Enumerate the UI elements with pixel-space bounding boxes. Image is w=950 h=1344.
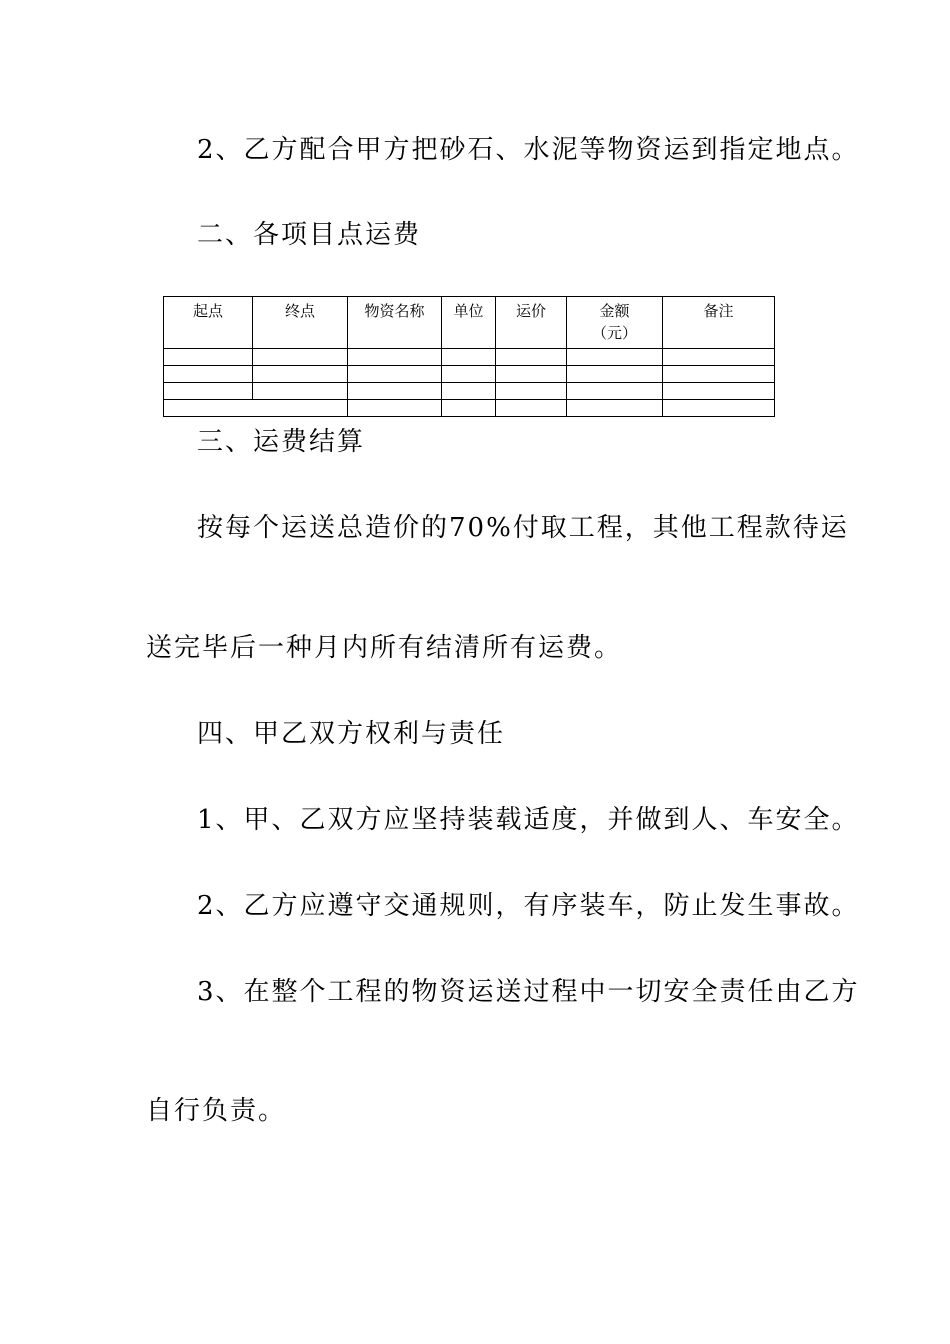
table-row	[164, 349, 775, 366]
header-remarks: 备注	[663, 297, 775, 349]
section-heading-4: 四、甲乙双方权利与责任	[197, 719, 506, 749]
clause-4-2: 2、乙方应遵守交通规则，有序装车，防止发生事故。	[197, 891, 860, 921]
table-row	[164, 383, 775, 400]
header-amount-label: 金额	[599, 302, 630, 320]
header-material: 物资名称	[348, 297, 442, 349]
clause-4-3-line-1: 3、在整个工程的物资运送过程中一切安全责任由乙方	[197, 977, 860, 1007]
clause-4-1: 1、甲、乙双方应坚持装载适度，并做到人、车安全。	[197, 805, 860, 835]
header-amount-unit: （元）	[591, 324, 637, 342]
clause-4-3-line-2: 自行负责。	[146, 1096, 287, 1126]
section-heading-2: 二、各项目点运费	[197, 220, 422, 250]
table-row	[164, 366, 775, 383]
section-heading-3: 三、运费结算	[197, 427, 366, 457]
settlement-text-line-1: 按每个运送总造价的70%付取工程，其他工程款待运	[197, 513, 849, 543]
freight-table	[163, 296, 775, 417]
settlement-text-line-2: 送完毕后一种月内所有结清所有运费。	[146, 633, 623, 663]
clause-2-1: 2、乙方配合甲方把砂石、水泥等物资运到指定地点。	[197, 135, 860, 165]
header-amount	[567, 297, 663, 349]
table-header-row	[164, 297, 775, 349]
header-end: 终点	[253, 297, 348, 349]
header-unit: 单位	[442, 297, 496, 349]
table-row	[164, 400, 775, 417]
header-rate: 运价	[496, 297, 567, 349]
header-start: 起点	[164, 297, 253, 349]
